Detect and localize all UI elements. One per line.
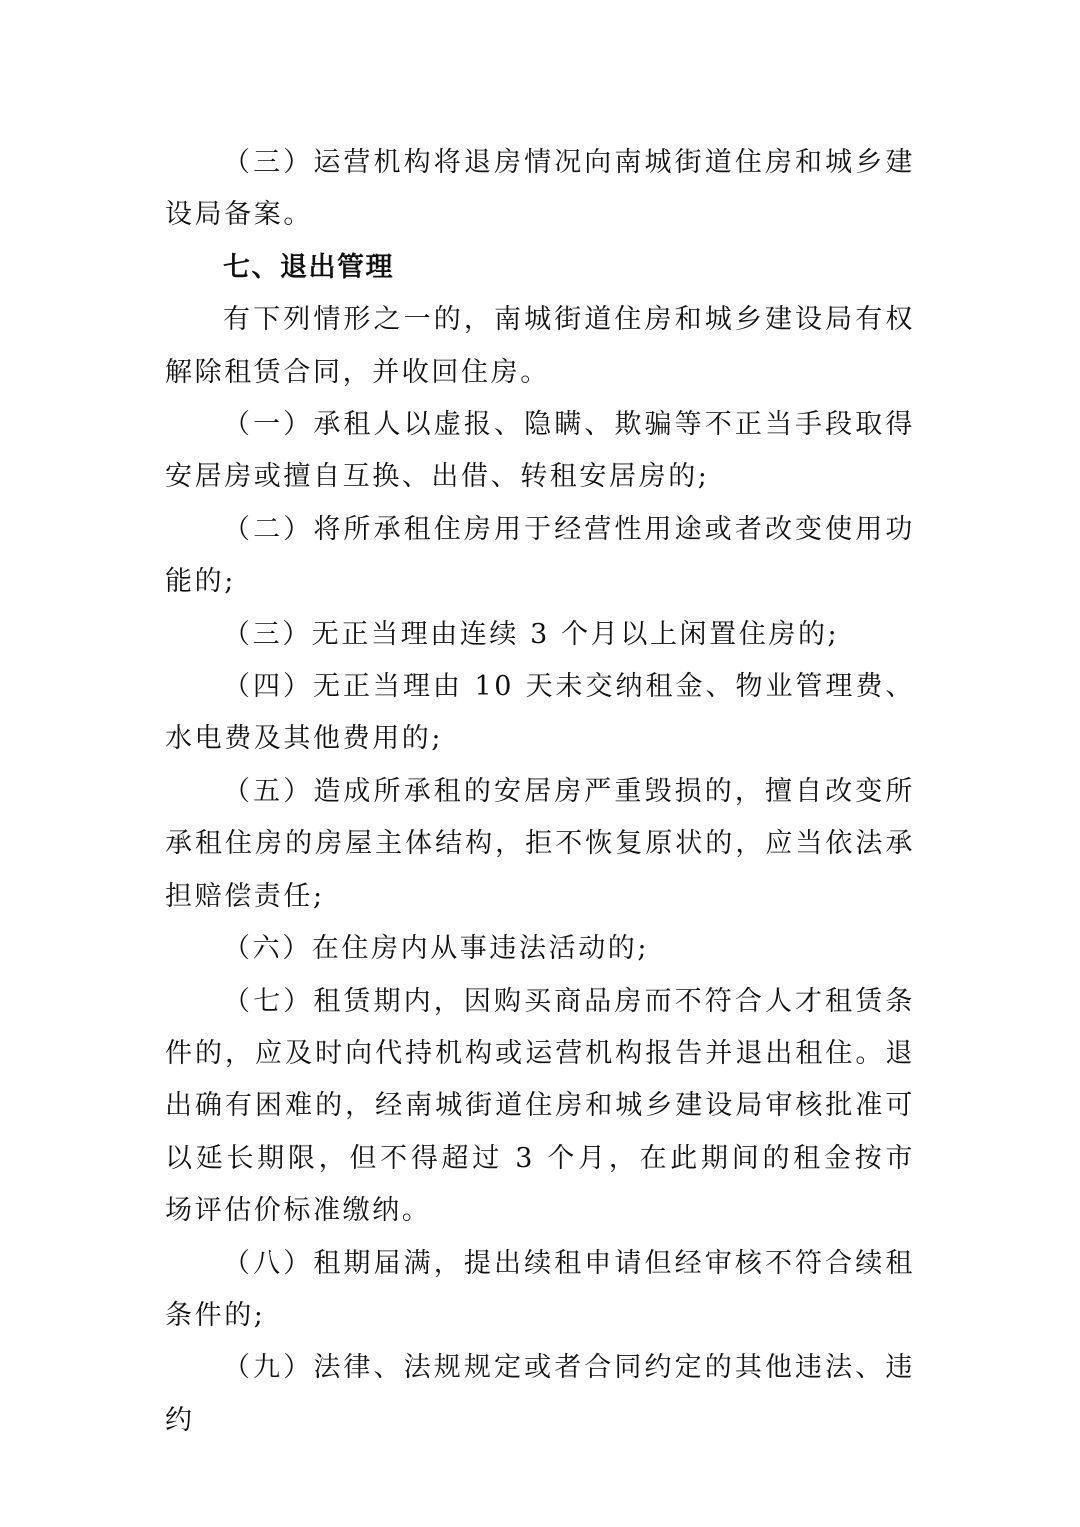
paragraph-filing: （三）运营机构将退房情况向南城街道住房和城乡建设局备案。 xyxy=(165,147,915,231)
list-item-1: （一）承租人以虚报、隐瞒、欺骗等不正当手段取得安居房或擅自互换、出借、转租安居房的; xyxy=(165,409,915,493)
list-item-2: （二）将所承租住房用于经营性用途或者改变使用功能的; xyxy=(165,513,915,598)
list-item-9: （九）法律、法规规定或者合同约定的其他违法、违约 xyxy=(165,1352,915,1436)
list-item-3: （三）无正当理由连续 3 个月以上闲置住房的; xyxy=(223,618,840,650)
list-item-5: （五）造成所承租的安居房严重毁损的，擅自改变所承租住房的房屋主体结构，拒不恢复原状的，应当依法承担赔偿责任; xyxy=(165,775,915,912)
paragraph-intro: 有下列情形之一的，南城街道住房和城乡建设局有权解除租赁合同，并收回住房。 xyxy=(165,304,915,388)
document-body xyxy=(165,137,915,1447)
list-item-4: （四）无正当理由 10 天未交纳租金、物业管理费、水电费及其他费用的; xyxy=(165,671,915,755)
list-item-7: （七）租赁期内，因购买商品房而不符合人才租赁条件的，应及时向代持机构或运营机构报告并退出租住。退出确有困难的，经南城街道住房和城乡建设局审核批准可以延长期限，但不得超过 3 个月，在此期间的租金按市场评估价标准缴纳。 xyxy=(165,985,915,1227)
section-heading-exit-management: 七、退出管理 xyxy=(223,251,394,283)
list-item-6: （六）在住房内从事违法活动的; xyxy=(223,933,650,965)
list-item-8: （八）租期届满，提出续租申请但经审核不符合续租条件的; xyxy=(165,1247,915,1331)
